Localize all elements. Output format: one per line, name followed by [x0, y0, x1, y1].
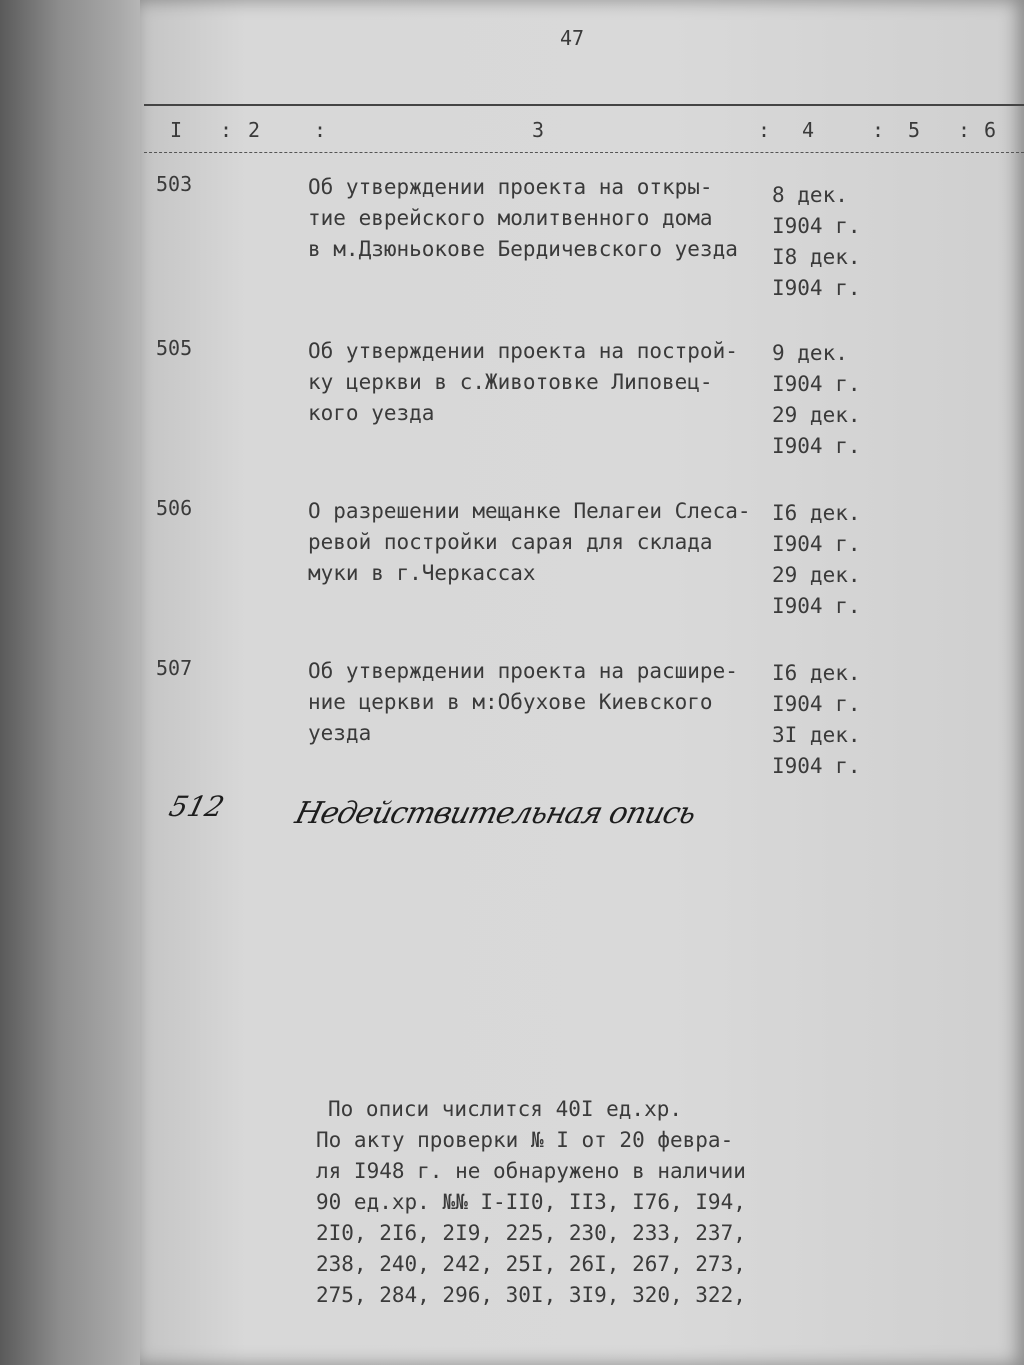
header-rule-bottom — [144, 152, 1024, 153]
final-note-line: 90 ед.хр. №№ I-II0, II3, I76, I94, — [316, 1190, 746, 1214]
entry-number: 505 — [156, 336, 193, 360]
date-line: I6 дек. — [772, 661, 861, 685]
header-col-3: 3 — [532, 118, 545, 142]
header-rule-top — [144, 104, 1024, 106]
header-col-4: 4 — [802, 118, 815, 142]
date-line: I904 г. — [772, 754, 861, 778]
date-line: 29 дек. — [772, 563, 861, 587]
page-number: 47 — [560, 26, 585, 50]
header-sep: : — [758, 118, 771, 142]
entry-number: 507 — [156, 656, 193, 680]
title-line: ревой постройки сарая для склада — [308, 530, 713, 554]
entry-title — [308, 656, 738, 749]
title-line: кого уезда — [308, 401, 435, 425]
date-line: 9 дек. — [772, 341, 848, 365]
final-note-line: 2I0, 2I6, 2I9, 225, 230, 233, 237, — [316, 1221, 746, 1245]
title-line: муки в г.Черкассах — [308, 561, 536, 585]
binder-shadow — [0, 0, 150, 1365]
entry-dates — [772, 338, 861, 462]
header-col-5: 5 — [908, 118, 921, 142]
title-line: Об утверждении проекта на откры- — [308, 175, 713, 199]
title-line: О разрешении мещанке Пелагеи Слеса- — [308, 499, 751, 523]
date-line: I904 г. — [772, 532, 861, 556]
entry-title — [308, 172, 738, 265]
date-line: I904 г. — [772, 692, 861, 716]
entry-dates — [772, 498, 861, 622]
final-note-line: 238, 240, 242, 25I, 26I, 267, 273, — [316, 1252, 746, 1276]
date-line: I904 г. — [772, 372, 861, 396]
date-line: I8 дек. — [772, 245, 861, 269]
title-line: тие еврейского молитвенного дома — [308, 206, 713, 230]
date-line: 8 дек. — [772, 183, 848, 207]
header-sep: : — [220, 118, 233, 142]
title-line: в м.Дзюньокове Бердичевского уезда — [308, 237, 738, 261]
handwritten-number: 512 — [165, 790, 228, 823]
entry-number: 506 — [156, 496, 193, 520]
date-line: I904 г. — [772, 276, 861, 300]
header-sep: : — [872, 118, 885, 142]
title-line: уезда — [308, 721, 372, 745]
date-line: I904 г. — [772, 214, 861, 238]
header-col-6: 6 — [984, 118, 997, 142]
final-note-line: По акту проверки № I от 20 февра- — [316, 1128, 734, 1152]
entry-title — [308, 336, 738, 429]
date-line: 29 дек. — [772, 403, 861, 427]
title-line: ние церкви в м:Обухове Киевского — [308, 690, 713, 714]
title-line: Об утверждении проекта на расшире- — [308, 659, 738, 683]
header-col-1: I — [170, 118, 183, 142]
handwritten-note: Недействительная опись — [291, 796, 699, 831]
entry-dates — [772, 658, 861, 782]
header-col-2: 2 — [248, 118, 261, 142]
title-line: Об утверждении проекта на построй- — [308, 339, 738, 363]
date-line: I904 г. — [772, 434, 861, 458]
header-sep: : — [958, 118, 971, 142]
header-sep: : — [314, 118, 327, 142]
entry-number: 503 — [156, 172, 193, 196]
date-line: I904 г. — [772, 594, 861, 618]
title-line: ку церкви в с.Животовке Липовец- — [308, 370, 713, 394]
final-note-line: 275, 284, 296, 30I, 3I9, 320, 322, — [316, 1283, 746, 1307]
entry-title — [308, 496, 751, 589]
document-page — [140, 0, 1024, 1365]
date-line: 3I дек. — [772, 723, 861, 747]
final-note-line: По описи числится 40I ед.хр. — [328, 1097, 683, 1121]
final-note-line: ля I948 г. не обнаружено в наличии — [316, 1159, 746, 1183]
date-line: I6 дек. — [772, 501, 861, 525]
final-note — [316, 1094, 746, 1311]
entry-dates — [772, 180, 861, 304]
